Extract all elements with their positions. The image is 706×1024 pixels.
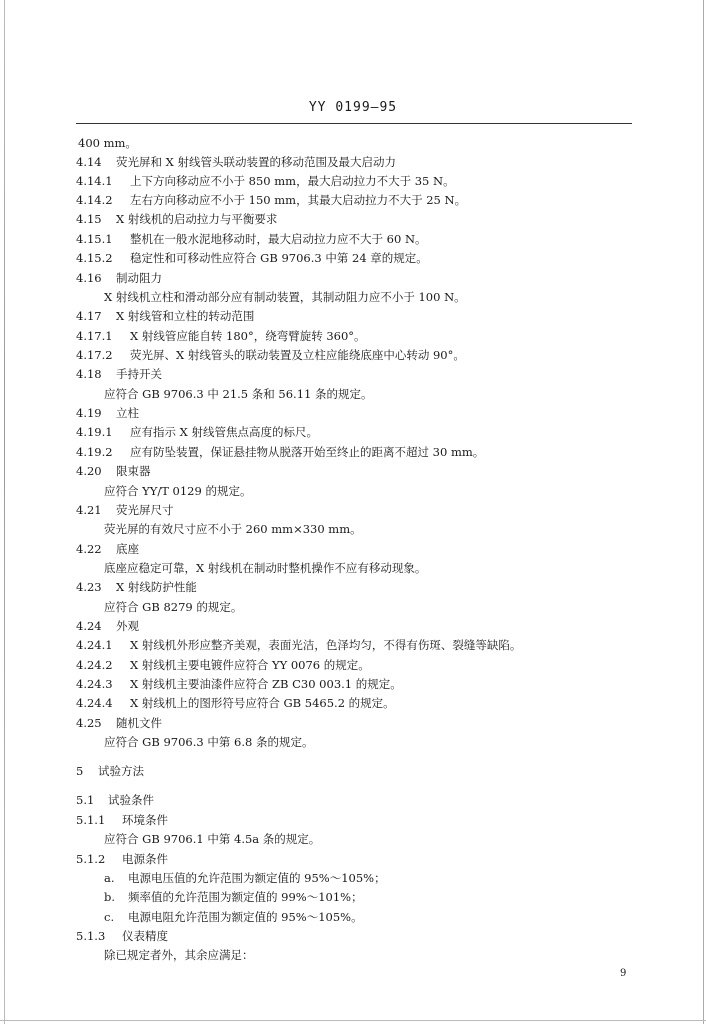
list-item xyxy=(104,871,386,885)
text-line xyxy=(104,290,466,304)
clause-number: 4.19 xyxy=(76,406,102,420)
clause-number: 4.24.1 xyxy=(76,638,113,652)
clause-line xyxy=(76,929,168,943)
clause-line xyxy=(76,542,139,556)
clause-number: 4.14.1 xyxy=(76,174,113,188)
text-line xyxy=(104,484,251,498)
clause-line xyxy=(76,155,396,169)
clause-line xyxy=(76,425,318,439)
clause-line xyxy=(76,793,154,807)
clause-line xyxy=(76,309,254,323)
list-item xyxy=(104,910,363,924)
standard-header: YY 0199—95 xyxy=(308,100,398,115)
line-text: 电源条件 xyxy=(122,852,168,866)
page-number: 9 xyxy=(620,968,627,979)
clause-line xyxy=(76,619,139,633)
clause-number: 4.20 xyxy=(76,464,102,478)
line-text: X 射线机主要油漆件应符合 ZB C30 003.1 的规定。 xyxy=(130,677,402,691)
clause-line xyxy=(76,813,168,827)
line-text: 左右方向移动应不小于 150 mm，其最大启动拉力不大于 25 N。 xyxy=(130,193,467,207)
clause-line xyxy=(76,271,162,285)
clause-line xyxy=(76,696,395,710)
clause-number: 4.14 xyxy=(76,155,102,169)
line-text: X 射线管应能自转 180°，绕弯臂旋转 360°。 xyxy=(130,329,366,343)
clause-number: 4.25 xyxy=(76,716,102,730)
line-text: 电源电压值的允许范围为额定值的 95%～105%； xyxy=(128,871,386,885)
clause-line xyxy=(76,232,427,246)
clause-line xyxy=(76,367,162,381)
clause-line xyxy=(76,852,168,866)
clause-line xyxy=(76,251,428,265)
line-text: 底座 xyxy=(116,542,139,556)
line-text: X 射线机的启动拉力与平衡要求 xyxy=(116,212,278,226)
scan-border xyxy=(0,1020,706,1021)
line-text: 荧光屏、X 射线管头的联动装置及立柱应能绕底座中心转动 90°。 xyxy=(130,348,465,362)
clause-line xyxy=(76,174,455,188)
line-text: 荧光屏的有效尺寸应不小于 260 mm×330 mm。 xyxy=(104,522,362,536)
line-text: 整机在一般水泥地移动时，最大启动拉力应不大于 60 N。 xyxy=(130,232,427,246)
list-marker: b. xyxy=(104,890,116,904)
clause-line xyxy=(76,464,151,478)
clause-number: 4.22 xyxy=(76,542,102,556)
clause-number: 4.15.2 xyxy=(76,251,113,265)
line-text: 制动阻力 xyxy=(116,271,162,285)
clause-number: 5.1.1 xyxy=(76,813,106,827)
line-text: X 射线管和立柱的转动范围 xyxy=(116,309,255,323)
line-text: X 射线机上的图形符号应符合 GB 5465.2 的规定。 xyxy=(130,696,395,710)
clause-number: 4.23 xyxy=(76,580,102,594)
line-text: 应符合 GB 9706.1 中第 4.5a 条的规定。 xyxy=(104,832,321,846)
clause-line xyxy=(76,716,162,730)
text-line xyxy=(104,948,254,962)
line-text: 除已规定者外，其余应满足： xyxy=(104,948,254,962)
text-line xyxy=(104,600,242,614)
clause-line xyxy=(76,503,174,517)
clause-line xyxy=(76,658,370,672)
line-text: 上下方向移动应不小于 850 mm，最大启动拉力不大于 35 N。 xyxy=(130,174,455,188)
line-text: X 射线机外形应整齐美观，表面光洁，色泽均匀，不得有伤斑、裂缝等缺陷。 xyxy=(130,638,522,652)
header-rule xyxy=(76,123,632,124)
line-text: 试验方法 xyxy=(98,764,144,778)
line-text: 环境条件 xyxy=(122,813,168,827)
line-text: 荧光屏和 X 射线管头联动装置的移动范围及最大启动力 xyxy=(116,155,396,169)
clause-number: 4.24.4 xyxy=(76,696,113,710)
clause-line xyxy=(76,212,277,226)
clause-number: 4.14.2 xyxy=(76,193,113,207)
line-text: 试验条件 xyxy=(108,793,154,807)
clause-number: 5.1.2 xyxy=(76,852,106,866)
clause-number: 5.1 xyxy=(76,793,95,807)
clause-number: 4.19.1 xyxy=(76,425,113,439)
line-text: X 射线机立柱和滑动部分应有制动装置，其制动阻力应不小于 100 N。 xyxy=(104,290,466,304)
line-text: 应有防坠装置，保证悬挂物从脱落开始至终止的距离不超过 30 mm。 xyxy=(130,445,485,459)
clause-number: 4.17.2 xyxy=(76,348,113,362)
clause-line xyxy=(76,638,521,652)
text-line xyxy=(104,832,320,846)
text-line xyxy=(104,561,426,575)
clause-number: 4.17 xyxy=(76,309,102,323)
clause-number: 4.19.2 xyxy=(76,445,113,459)
line-text: 频率值的允许范围为额定值的 99%～101%； xyxy=(128,890,363,904)
text-line xyxy=(104,735,313,749)
line-text: 应符合 GB 9706.3 中第 6.8 条的规定。 xyxy=(104,735,314,749)
clause-line xyxy=(76,677,402,691)
text-line xyxy=(78,136,137,150)
clause-number: 5 xyxy=(76,764,84,778)
clause-line xyxy=(76,329,366,343)
clause-number: 4.24 xyxy=(76,619,102,633)
clause-number: 4.15.1 xyxy=(76,232,113,246)
line-text: 底座应稳定可靠，X 射线机在制动时整机操作不应有移动现象。 xyxy=(104,561,427,575)
clause-number: 4.15 xyxy=(76,212,102,226)
clause-number: 5.1.3 xyxy=(76,929,106,943)
line-text: 立柱 xyxy=(116,406,139,420)
clause-line xyxy=(76,406,139,420)
clause-line xyxy=(76,445,484,459)
clause-number: 4.24.3 xyxy=(76,677,113,691)
line-text: 电源电阻允许范围为额定值的 95%～105%。 xyxy=(128,910,363,924)
scan-border xyxy=(4,0,5,1024)
line-text: X 射线机主要电镀件应符合 YY 0076 的规定。 xyxy=(130,658,370,672)
line-text: 应符合 GB 8279 的规定。 xyxy=(104,600,243,614)
scan-border xyxy=(703,0,704,1024)
clause-number: 4.18 xyxy=(76,367,102,381)
line-text: 随机文件 xyxy=(116,716,162,730)
section-heading xyxy=(76,764,144,778)
line-text: 应符合 YY/T 0129 的规定。 xyxy=(104,484,252,498)
text-line xyxy=(104,387,373,401)
clause-line xyxy=(76,580,197,594)
line-text: 稳定性和可移动性应符合 GB 9706.3 中第 24 章的规定。 xyxy=(130,251,428,265)
line-text: X 射线防护性能 xyxy=(116,580,197,594)
line-text: 仪表精度 xyxy=(122,929,168,943)
clause-number: 4.24.2 xyxy=(76,658,113,672)
clause-line xyxy=(76,193,466,207)
text-line xyxy=(104,522,362,536)
clause-line xyxy=(76,348,465,362)
clause-number: 4.21 xyxy=(76,503,102,517)
clause-number: 4.16 xyxy=(76,271,102,285)
list-item xyxy=(104,890,363,904)
line-text: 外观 xyxy=(116,619,139,633)
line-text: 应有指示 X 射线管焦点高度的标尺。 xyxy=(130,425,318,439)
line-text: 荧光屏尺寸 xyxy=(116,503,174,517)
line-text: 400 mm。 xyxy=(78,136,137,150)
list-marker: a. xyxy=(104,871,115,885)
line-text: 应符合 GB 9706.3 中 21.5 条和 56.11 条的规定。 xyxy=(104,387,373,401)
clause-number: 4.17.1 xyxy=(76,329,113,343)
line-text: 手持开关 xyxy=(116,367,162,381)
line-text: 限束器 xyxy=(116,464,151,478)
list-marker: c. xyxy=(104,910,115,924)
